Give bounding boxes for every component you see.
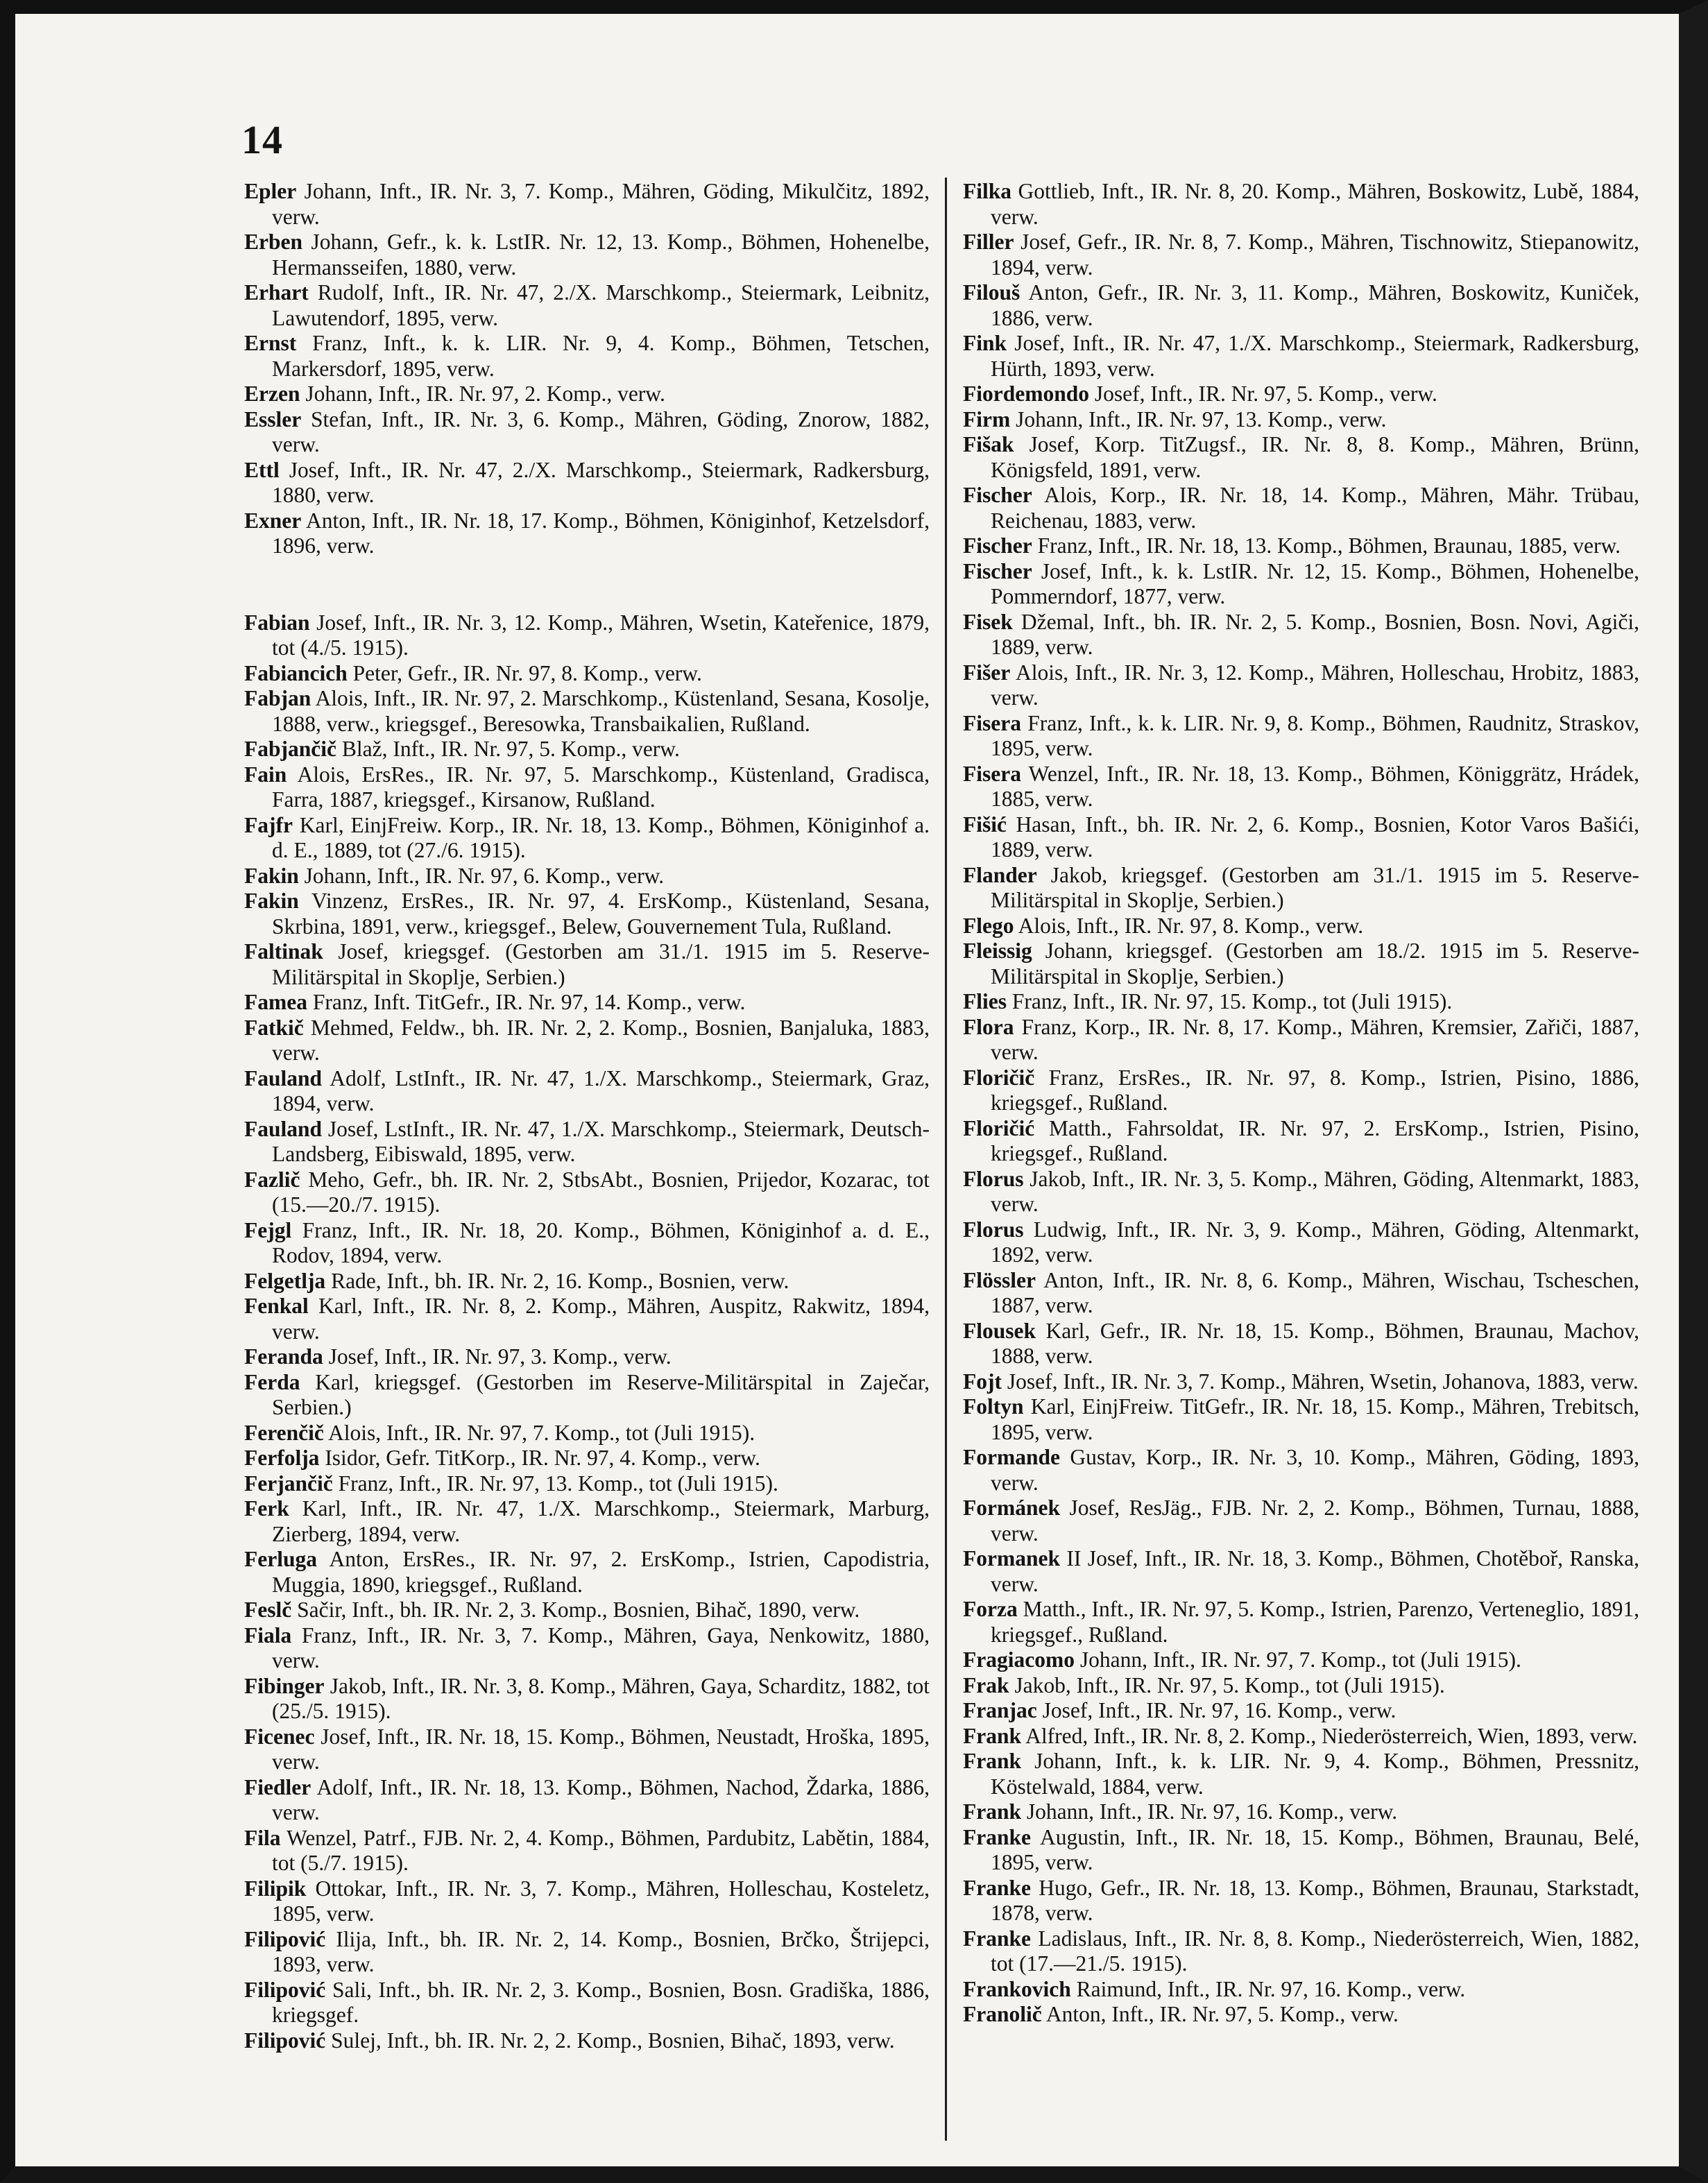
entry-details: Johann, Inft., IR. Nr. 97, 13. Komp., verw.	[1016, 406, 1387, 431]
entry-details: Rudolf, Inft., IR. Nr. 47, 2./X. Marschkomp., Steiermark, Leibnitz, Lawutendorf, 1895, verw.	[272, 280, 930, 330]
entry-surname: Fatkič	[244, 1015, 304, 1040]
entry-details: Johann, Inft., IR. Nr. 97, 16. Komp., verw.	[1026, 1799, 1398, 1824]
entry-details: Mehmed, Feldw., bh. IR. Nr. 2, 2. Komp., Bosnien, Banjaluka, 1883, verw.	[272, 1015, 930, 1065]
entry-details: Karl, kriegsgef. (Gestorben im Reserve-Militärspital in Zaječar, Serbien.)	[272, 1369, 930, 1419]
list-entry	[244, 1016, 930, 1066]
entry-details: Ludwig, Inft., IR. Nr. 3, 9. Komp., Mähren, Göding, Altenmarkt, 1892, verw.	[991, 1217, 1640, 1267]
list-entry	[244, 331, 930, 382]
list-entry	[244, 1598, 930, 1623]
entry-details: Franz, Inft., IR. Nr. 97, 15. Komp., tot (Juli 1915).	[1011, 989, 1453, 1013]
entry-details: Sačir, Inft., bh. IR. Nr. 2, 3. Komp., Bosnien, Bihač, 1890, verw.	[297, 1598, 860, 1622]
list-entry	[244, 407, 930, 458]
entry-surname: Floričič	[963, 1065, 1035, 1090]
entry-details: Wenzel, Inft., IR. Nr. 18, 13. Komp., Böhmen, Königgrätz, Hrádek, 1885, verw.	[991, 761, 1639, 811]
entry-surname: Flego	[963, 913, 1014, 938]
list-entry	[244, 1826, 930, 1876]
entry-surname: Fišić	[963, 812, 1007, 837]
entry-surname: Fiordemondo	[963, 382, 1090, 406]
entry-surname: Ferjančič	[244, 1471, 333, 1496]
entry-surname: Fauland	[244, 1065, 323, 1090]
entry-details: Ilija, Inft., bh. IR. Nr. 2, 14. Komp., Bosnien, Brčko, Štrijepci, 1893, verw.	[272, 1926, 930, 1976]
entry-details: Blaž, Inft., IR. Nr. 97, 5. Komp., verw.	[341, 737, 680, 761]
entry-surname: Franolič	[963, 2002, 1042, 2026]
list-entry	[963, 1268, 1639, 1319]
list-entry	[963, 179, 1639, 230]
entry-surname: Fojt	[963, 1369, 1002, 1394]
list-entry	[963, 2002, 1639, 2028]
entry-surname: Ettl	[244, 457, 280, 482]
list-entry	[244, 1927, 930, 1978]
entry-surname: Ferda	[244, 1369, 300, 1394]
entry-details: Sulej, Inft., bh. IR. Nr. 2, 2. Komp., Bosnien, Bihač, 1893, verw.	[331, 2028, 895, 2053]
entry-details: Johann, Inft., IR. Nr. 3, 7. Komp., Mähren, Göding, Mikulčitz, 1892, verw.	[272, 179, 930, 229]
entry-details: Franz, Inft., IR. Nr. 3, 7. Komp., Mähren, Gaya, Nenkowitz, 1880, verw.	[272, 1623, 930, 1672]
entry-details: Augustin, Inft., IR. Nr. 18, 15. Komp., Böhmen, Braunau, Belé, 1895, verw.	[991, 1824, 1640, 1874]
entry-surname: Flora	[963, 1014, 1014, 1039]
list-entry	[963, 1369, 1639, 1395]
entry-surname: Filipović	[244, 2028, 326, 2053]
entry-details: Anton, Inft., IR. Nr. 8, 6. Komp., Mähren, Wischau, Tscheschen, 1887, verw.	[991, 1267, 1640, 1317]
list-entry	[963, 863, 1639, 914]
list-entry	[963, 1749, 1639, 1799]
entry-details: Peter, Gefr., IR. Nr. 97, 8. Komp., verw.	[352, 660, 702, 685]
entry-details: Vinzenz, ErsRes., IR. Nr. 97, 4. ErsKomp., Küstenland, Sesana, Skrbina, 1891, verw., kriegsgef., Belew, Gouvernement Tula, Rußland.	[272, 889, 930, 939]
entry-surname: Franke	[963, 1875, 1031, 1900]
list-entry	[963, 1116, 1639, 1167]
entry-details: Josef, Inft., IR. Nr. 47, 2./X. Marschkomp., Steiermark, Radkersburg, 1880, verw.	[272, 457, 930, 507]
list-entry	[963, 1546, 1639, 1597]
entry-surname: Ferfolja	[244, 1446, 320, 1470]
entry-details: Gustav, Korp., IR. Nr. 3, 10. Komp., Mähren, Göding, 1893, verw.	[991, 1445, 1639, 1495]
entry-details: Matth., Fahrsoldat, IR. Nr. 97, 2. ErsKomp., Istrien, Pisino, kriegsgef., Rußland.	[991, 1115, 1639, 1165]
entry-surname: Frank	[963, 1799, 1022, 1824]
list-entry	[244, 1547, 930, 1598]
list-entry	[244, 1623, 930, 1674]
list-entry	[963, 483, 1639, 533]
list-entry	[963, 1445, 1639, 1496]
entry-surname: Frank	[963, 1749, 1022, 1773]
entry-details: Sali, Inft., bh. IR. Nr. 2, 3. Komp., Bosnien, Bosn. Gradiška, 1886, kriegsgef.	[272, 1977, 930, 2027]
left-column	[244, 179, 930, 2053]
section-gap	[244, 559, 930, 610]
entry-surname: Feslč	[244, 1598, 292, 1622]
entry-details: Hasan, Inft., bh. IR. Nr. 2, 6. Komp., Bosnien, Kotor Varos Bašići, 1889, verw.	[991, 812, 1640, 862]
entry-surname: Fajfr	[244, 812, 293, 837]
entry-details: Jakob, Inft., IR. Nr. 3, 5. Komp., Mähren, Göding, Altenmarkt, 1883, verw.	[991, 1166, 1639, 1216]
entry-details: Adolf, Inft., IR. Nr. 18, 13. Komp., Böhmen, Nachod, Ždarka, 1886, verw.	[272, 1774, 930, 1824]
entry-details: Franz, Korp., IR. Nr. 8, 17. Komp., Mähren, Kremsier, Zařiči, 1887, verw.	[991, 1014, 1640, 1064]
entry-surname: Feranda	[244, 1344, 323, 1369]
entry-surname: Frak	[963, 1672, 1009, 1697]
entry-surname: Faltinak	[244, 939, 323, 964]
page-number: 14	[241, 117, 283, 162]
entry-details: Josef, Inft., IR. Nr. 3, 12. Komp., Mähren, Wsetin, Kateřenice, 1879, tot (4./5. 1915).	[272, 610, 930, 660]
entry-details: Karl, EinjFreiw. Korp., IR. Nr. 18, 13. Komp., Böhmen, Königinhof a. d. E., 1889, tot (27./6. 1915).	[272, 812, 930, 862]
entry-surname: Filler	[963, 230, 1014, 254]
list-entry	[963, 1394, 1639, 1445]
list-entry	[963, 432, 1639, 483]
list-entry	[963, 660, 1639, 711]
entry-surname: Essler	[244, 406, 302, 431]
entry-surname: Floričić	[963, 1115, 1035, 1140]
entry-surname: Felgetlja	[244, 1268, 326, 1293]
entry-details: Josef, Inft., k. k. LstIR. Nr. 12, 15. Komp., Böhmen, Hohenelbe, Pommerndorf, 1877, verw.	[991, 558, 1639, 608]
list-entry	[244, 1876, 930, 1927]
list-entry	[244, 382, 930, 407]
entry-details: Josef, Inft., IR. Nr. 97, 3. Komp., verw.	[328, 1344, 672, 1369]
list-entry	[244, 686, 930, 737]
entry-details: Stefan, Inft., IR. Nr. 3, 6. Komp., Mähren, Göding, Znorow, 1882, verw.	[272, 406, 930, 456]
entry-surname: Famea	[244, 990, 307, 1014]
list-entry	[244, 1066, 930, 1117]
entry-details: Wenzel, Patrf., FJB. Nr. 2, 4. Komp., Böhmen, Pardubitz, Labětin, 1884, tot (5./7. 1915).	[272, 1825, 930, 1875]
entry-details: II Josef, Inft., IR. Nr. 18, 3. Komp., Böhmen, Chotěboř, Ranska, verw.	[991, 1546, 1640, 1596]
entry-surname: Frankovich	[963, 1976, 1071, 2001]
list-entry	[963, 280, 1639, 331]
entry-details: Adolf, LstInft., IR. Nr. 47, 1./X. Marschkomp., Steiermark, Graz, 1894, verw.	[272, 1065, 930, 1115]
entry-surname: Franke	[963, 1824, 1031, 1849]
entry-details: Matth., Inft., IR. Nr. 97, 5. Komp., Istrien, Parenzo, Verteneglio, 1891, kriegsgef., Rußland.	[991, 1597, 1639, 1647]
list-entry	[244, 1775, 930, 1826]
entry-details: Hugo, Gefr., IR. Nr. 18, 13. Komp., Böhmen, Braunau, Starkstadt, 1878, verw.	[991, 1875, 1639, 1925]
list-entry	[963, 1647, 1639, 1673]
entry-details: Franz, Inft., IR. Nr. 18, 20. Komp., Böhmen, Königinhof a. d. E., Rodov, 1894, verw.	[272, 1217, 930, 1267]
entry-details: Jakob, Inft., IR. Nr. 3, 8. Komp., Mähren, Gaya, Scharditz, 1882, tot (25./5. 1915).	[272, 1673, 930, 1723]
list-entry	[244, 1421, 930, 1446]
list-entry	[963, 812, 1639, 863]
list-entry	[963, 711, 1639, 762]
entry-details: Alois, Korp., IR. Nr. 18, 14. Komp., Mähren, Mähr. Trübau, Reichenau, 1883, verw.	[991, 483, 1639, 533]
list-entry	[244, 508, 930, 559]
list-entry	[244, 813, 930, 864]
entry-surname: Fischer	[963, 483, 1032, 507]
entry-details: Jakob, kriegsgef. (Gestorben am 31./1. 1915 im 5. Reserve-Militärspital in Skoplje, Serbien.)	[991, 862, 1640, 912]
entry-details: Karl, Inft., IR. Nr. 8, 2. Komp., Mähren, Auspitz, Rakwitz, 1894, verw.	[272, 1294, 930, 1344]
entry-surname: Filouš	[963, 280, 1020, 305]
entry-surname: Filipik	[244, 1876, 307, 1901]
entry-details: Alois, Inft., IR. Nr. 3, 12. Komp., Mähren, Holleschau, Hrobitz, 1883, verw.	[991, 660, 1639, 710]
list-entry	[244, 1724, 930, 1775]
list-entry	[244, 661, 930, 687]
entry-details: Josef, Inft., IR. Nr. 97, 5. Komp., verw.	[1094, 382, 1437, 406]
list-entry	[244, 1471, 930, 1497]
entry-surname: Forza	[963, 1597, 1018, 1621]
entry-details: Josef, LstInft., IR. Nr. 47, 1./X. Marschkomp., Steiermark, Deutsch-Landsberg, Eibiswald, 1895, verw.	[272, 1116, 930, 1166]
entry-details: Isidor, Gefr. TitKorp., IR. Nr. 97, 4. Komp., verw.	[325, 1446, 760, 1470]
entry-surname: Flies	[963, 989, 1007, 1013]
entry-details: Karl, Gefr., IR. Nr. 18, 15. Komp., Böhmen, Braunau, Machov, 1888, verw.	[991, 1318, 1640, 1368]
entry-details: Franz, Inft. TitGefr., IR. Nr. 97, 14. Komp., verw.	[312, 990, 746, 1014]
list-entry	[963, 1724, 1639, 1749]
entry-surname: Fišak	[963, 432, 1014, 456]
list-entry	[963, 1015, 1639, 1065]
entry-surname: Fazlič	[244, 1167, 300, 1192]
entry-details: Josef, kriegsgef. (Gestorben am 31./1. 1915 im 5. Reserve-Militärspital in Skoplje, Serbien.)	[272, 939, 930, 989]
list-entry	[963, 1217, 1639, 1268]
entry-surname: Erben	[244, 230, 303, 254]
entry-surname: Exner	[244, 508, 302, 533]
entry-details: Anton, ErsRes., IR. Nr. 97, 2. ErsKomp., Istrien, Capodistria, Muggia, 1890, kriegsgef., Rußland.	[272, 1547, 930, 1597]
entry-surname: Flander	[963, 862, 1037, 887]
entry-surname: Fila	[244, 1825, 281, 1850]
list-entry	[244, 610, 930, 661]
list-entry	[244, 230, 930, 280]
list-entry	[963, 914, 1639, 939]
entry-surname: Fakin	[244, 863, 299, 888]
entry-surname: Fabjan	[244, 686, 311, 710]
entry-surname: Fisera	[963, 710, 1021, 735]
entry-surname: Erzen	[244, 382, 300, 406]
entry-details: Johann, Inft., IR. Nr. 97, 2. Komp., verw.	[305, 382, 665, 406]
list-entry	[963, 533, 1639, 559]
list-entry	[963, 1319, 1639, 1369]
entry-details: Johann, kriegsgef. (Gestorben am 18./2. 1915 im 5. Reserve-Militärspital in Skoplje, Serbien.)	[991, 939, 1640, 988]
entry-surname: Fenkal	[244, 1294, 309, 1318]
entry-surname: Fiala	[244, 1623, 292, 1647]
list-entry	[963, 1926, 1639, 1977]
list-entry	[244, 1496, 930, 1547]
entry-details: Alois, Inft., IR. Nr. 97, 2. Marschkomp., Küstenland, Sesana, Kosolje, 1888, verw., kriegsgef., Beresowka, Transbaikalien, Rußland.	[272, 686, 930, 736]
list-entry	[963, 610, 1639, 660]
list-entry	[244, 1674, 930, 1724]
entry-details: Meho, Gefr., bh. IR. Nr. 2, StbsAbt., Bosnien, Prijedor, Kozarac, tot (15.—20./7. 1915).	[272, 1167, 930, 1217]
entry-surname: Firm	[963, 406, 1011, 431]
list-entry	[963, 989, 1639, 1015]
entry-details: Franz, ErsRes., IR. Nr. 97, 8. Komp., Istrien, Pisino, 1886, kriegsgef., Rußland.	[991, 1065, 1640, 1115]
list-entry	[244, 737, 930, 762]
list-entry	[244, 280, 930, 331]
list-entry	[244, 1344, 930, 1370]
entry-surname: Fauland	[244, 1116, 323, 1141]
list-entry	[963, 331, 1639, 382]
entry-surname: Ernst	[244, 331, 297, 355]
entry-details: Franz, Inft., IR. Nr. 18, 13. Komp., Böhmen, Braunau, 1885, verw.	[1037, 533, 1621, 558]
list-entry	[963, 1698, 1639, 1724]
entry-details: Johann, Inft., IR. Nr. 97, 7. Komp., tot (Juli 1915).	[1079, 1647, 1521, 1672]
entry-details: Johann, Gefr., k. k. LstIR. Nr. 12, 13. Komp., Böhmen, Hohenelbe, Hermansseifen, 1880, verw.	[272, 230, 930, 280]
list-entry	[244, 864, 930, 889]
list-entry	[244, 1294, 930, 1344]
list-entry	[963, 1167, 1639, 1217]
list-entry	[963, 1496, 1639, 1546]
entry-surname: Flössler	[963, 1267, 1036, 1292]
entry-details: Franz, Inft., k. k. LIR. Nr. 9, 8. Komp., Böhmen, Raudnitz, Straskov, 1895, verw.	[991, 710, 1639, 760]
entry-details: Anton, Gefr., IR. Nr. 3, 11. Komp., Mähren, Boskowitz, Kuniček, 1886, verw.	[991, 280, 1639, 330]
entry-surname: Franjac	[963, 1698, 1037, 1722]
list-entry	[244, 179, 930, 230]
entry-surname: Fejgl	[244, 1217, 292, 1242]
entry-details: Anton, Inft., IR. Nr. 97, 5. Komp., verw.	[1045, 2002, 1399, 2026]
entry-details: Gottlieb, Inft., IR. Nr. 8, 20. Komp., Mähren, Boskowitz, Lubě, 1884, verw.	[991, 179, 1640, 229]
entry-details: Alfred, Inft., IR. Nr. 8, 2. Komp., Niederösterreich, Wien, 1893, verw.	[1025, 1723, 1638, 1748]
list-entry	[963, 1597, 1639, 1647]
entry-surname: Foltyn	[963, 1394, 1024, 1419]
entry-surname: Fisek	[963, 609, 1013, 634]
list-entry	[963, 1876, 1639, 1926]
list-entry	[963, 762, 1639, 812]
entry-details: Ottokar, Inft., IR. Nr. 3, 7. Komp., Mähren, Holleschau, Kosteletz, 1895, verw.	[272, 1876, 930, 1926]
entry-surname: Fleissig	[963, 939, 1032, 963]
entry-details: Alois, Inft., IR. Nr. 97, 7. Komp., tot (Juli 1915).	[328, 1420, 755, 1445]
entry-details: Anton, Inft., IR. Nr. 18, 17. Komp., Böhmen, Königinhof, Ketzelsdorf, 1896, verw.	[272, 508, 930, 558]
entry-surname: Ferenčič	[244, 1420, 324, 1445]
entry-details: Johann, Inft., k. k. LIR. Nr. 9, 4. Komp., Böhmen, Pressnitz, Köstelwald, 1884, verw.	[991, 1749, 1640, 1799]
entry-surname: Fiedler	[244, 1774, 311, 1799]
entry-surname: Formánek	[963, 1496, 1060, 1520]
entry-surname: Fibinger	[244, 1673, 325, 1698]
list-entry	[244, 458, 930, 508]
entry-surname: Fišer	[963, 660, 1011, 685]
list-entry	[244, 889, 930, 939]
entry-surname: Fakin	[244, 889, 299, 913]
list-entry	[244, 1117, 930, 1167]
entry-surname: Filipović	[244, 1926, 326, 1951]
entry-surname: Fabiancich	[244, 660, 348, 685]
right-column	[963, 179, 1639, 2028]
entry-details: Josef, Gefr., IR. Nr. 8, 7. Komp., Mähren, Tischnowitz, Stiepanowitz, 1894, verw.	[991, 230, 1640, 280]
list-entry	[244, 1218, 930, 1269]
list-entry	[963, 1977, 1639, 2003]
entry-surname: Fink	[963, 331, 1007, 355]
entry-details: Jakob, Inft., IR. Nr. 97, 5. Komp., tot (Juli 1915).	[1014, 1672, 1445, 1697]
entry-surname: Ficenec	[244, 1724, 315, 1749]
entry-surname: Flousek	[963, 1318, 1036, 1343]
list-entry	[244, 1370, 930, 1421]
list-entry	[963, 939, 1639, 989]
entry-details: Karl, Inft., IR. Nr. 47, 1./X. Marschkomp., Steiermark, Marburg, Zierberg, 1894, verw.	[272, 1496, 930, 1546]
entry-details: Alois, ErsRes., IR. Nr. 97, 5. Marschkomp., Küstenland, Gradisca, Farra, 1887, kriegsgef., Kirsanow, Rußland.	[272, 762, 930, 812]
entry-surname: Epler	[244, 179, 297, 203]
entry-details: Franz, Inft., k. k. LIR. Nr. 9, 4. Komp., Böhmen, Tetschen, Markersdorf, 1895, verw.	[272, 331, 930, 381]
entry-surname: Frank	[963, 1723, 1022, 1748]
list-entry	[244, 990, 930, 1016]
entry-surname: Ferk	[244, 1496, 289, 1521]
column-divider	[945, 178, 947, 2141]
list-entry	[244, 1446, 930, 1471]
list-entry	[963, 1799, 1639, 1825]
list-entry	[963, 1065, 1639, 1116]
list-entry	[963, 559, 1639, 610]
entry-details: Josef, Korp. TitZugsf., IR. Nr. 8, 8. Komp., Mähren, Brünn, Königsfeld, 1891, verw.	[991, 432, 1640, 482]
entry-surname: Franke	[963, 1926, 1031, 1951]
entry-surname: Filka	[963, 179, 1012, 203]
entry-surname: Fain	[244, 762, 287, 787]
entry-details: Josef, Inft., IR. Nr. 18, 15. Komp., Böhmen, Neustadt, Hroška, 1895, verw.	[272, 1724, 930, 1774]
entry-details: Džemal, Inft., bh. IR. Nr. 2, 5. Komp., Bosnien, Bosn. Novi, Agiči, 1889, verw.	[991, 609, 1640, 659]
entry-details: Karl, EinjFreiw. TitGefr., IR. Nr. 18, 15. Komp., Mähren, Trebitsch, 1895, verw.	[991, 1394, 1639, 1444]
entry-details: Ladislaus, Inft., IR. Nr. 8, 8. Komp., Niederösterreich, Wien, 1882, tot (17.—21./5. 1915).	[991, 1926, 1640, 1976]
list-entry	[244, 1167, 930, 1218]
entry-surname: Fabjančič	[244, 737, 336, 761]
list-entry	[244, 762, 930, 813]
list-entry	[244, 939, 930, 990]
list-entry	[963, 407, 1639, 433]
entry-surname: Fischer	[963, 558, 1032, 583]
entry-details: Raimund, Inft., IR. Nr. 97, 16. Komp., verw.	[1076, 1976, 1466, 2001]
entry-details: Josef, Inft., IR. Nr. 3, 7. Komp., Mähren, Wsetin, Johanova, 1883, verw.	[1007, 1369, 1639, 1394]
entry-details: Johann, Inft., IR. Nr. 97, 6. Komp., verw.	[304, 863, 665, 888]
list-entry	[963, 1825, 1639, 1876]
list-entry	[963, 230, 1639, 280]
entry-surname: Erhart	[244, 280, 309, 305]
entry-surname: Fisera	[963, 761, 1021, 786]
entry-surname: Florus	[963, 1217, 1024, 1242]
entry-details: Franz, Inft., IR. Nr. 97, 13. Komp., tot (Juli 1915).	[338, 1471, 778, 1496]
list-entry	[963, 382, 1639, 407]
entry-surname: Filipović	[244, 1977, 326, 2002]
entry-surname: Fabian	[244, 610, 310, 635]
entry-surname: Ferluga	[244, 1547, 317, 1571]
entry-surname: Fischer	[963, 533, 1032, 558]
list-entry	[244, 1978, 930, 2028]
list-entry	[244, 2028, 930, 2054]
entry-surname: Formande	[963, 1445, 1060, 1469]
entry-details: Rade, Inft., bh. IR. Nr. 2, 16. Komp., Bosnien, verw.	[331, 1268, 789, 1293]
entry-details: Josef, ResJäg., FJB. Nr. 2, 2. Komp., Böhmen, Turnau, 1888, verw.	[991, 1496, 1640, 1546]
list-entry	[244, 1269, 930, 1294]
entry-surname: Fragiacomo	[963, 1647, 1075, 1672]
list-entry	[963, 1673, 1639, 1699]
entry-surname: Formanek	[963, 1546, 1060, 1570]
entry-details: Josef, Inft., IR. Nr. 47, 1./X. Marschkomp., Steiermark, Radkersburg, Hürth, 1893, verw.	[991, 331, 1639, 381]
entry-surname: Florus	[963, 1166, 1024, 1191]
entry-details: Josef, Inft., IR. Nr. 97, 16. Komp., verw.	[1042, 1698, 1397, 1722]
entry-details: Alois, Inft., IR. Nr. 97, 8. Komp., verw.	[1018, 913, 1364, 938]
